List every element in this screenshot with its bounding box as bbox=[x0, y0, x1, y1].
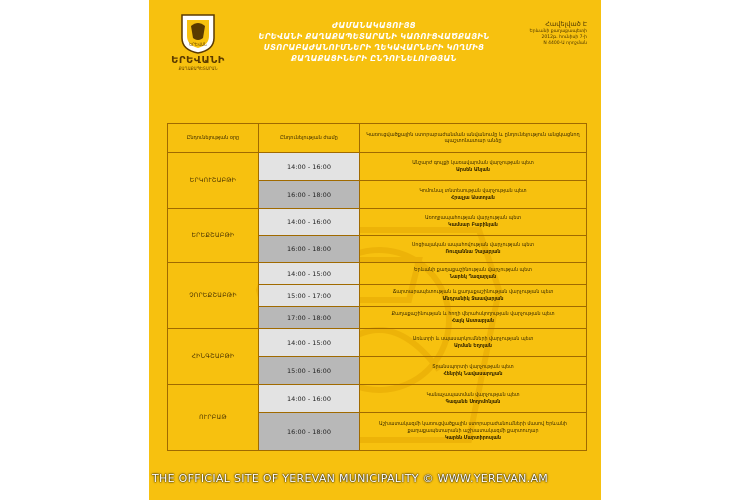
table-row bbox=[168, 329, 587, 357]
header-day: Ընդունելության օրը bbox=[168, 124, 259, 153]
office-title: Առևտրի և սպասարկումների վարչության պետ bbox=[412, 336, 534, 342]
office-cell bbox=[360, 385, 587, 413]
day-cell: ԵՐԿՈՒՇԱԲԹԻ bbox=[168, 153, 259, 209]
day-cell: ՈՒՐԲԱԹ bbox=[168, 385, 259, 451]
title-line: ՔԱՂԱՔԱՑԻՆԵՐԻ ԸՆԴՈՒՆԵԼՈՒԹՅԱՆ bbox=[291, 54, 457, 63]
time-cell: 14:00 - 15:00 bbox=[259, 329, 360, 357]
title-line: ԺԱՄԱՆԱԿԱՑՈՒՅՑ bbox=[332, 21, 416, 30]
office-title: Անշարժ գույքի կառավարման վարչության պետ bbox=[412, 160, 534, 166]
office-cell bbox=[360, 181, 587, 209]
office-cell bbox=[360, 413, 587, 451]
official-name: Արման Եղոյան bbox=[453, 343, 493, 349]
title-line: ՍՏՈՐԱԲԱԺԱՆՈՒՄՆԵՐԻ ՂԵԿԱՎԱՐՆԵՐԻ ԿՈՂՄԻՑ bbox=[263, 43, 485, 52]
time-cell: 16:00 - 18:00 bbox=[259, 236, 360, 263]
office-cell bbox=[360, 357, 587, 385]
office-title: Առողջապահության վարչության պետ bbox=[424, 216, 522, 221]
table-row bbox=[168, 263, 587, 285]
time-cell: 14:00 - 16:00 bbox=[259, 209, 360, 236]
schedule-poster bbox=[149, 0, 601, 500]
appendix-title: Հավելված Է bbox=[545, 20, 587, 28]
office-title: Քաղաքաշինության և հողի վերահսկողության վարչության պետ bbox=[391, 311, 555, 317]
official-name: Կարեն Մարտիրոսյան bbox=[444, 436, 502, 441]
office-title: Տրանսպորտի վարչության պետ bbox=[432, 364, 514, 370]
time-cell: 17:00 - 18:00 bbox=[259, 307, 360, 329]
coat-of-arms-icon bbox=[179, 12, 217, 54]
office-cell bbox=[360, 307, 587, 329]
logo-name: ԵՐԵՎԱՆԻ bbox=[171, 55, 225, 66]
time-cell: 14:00 - 16:00 bbox=[259, 385, 360, 413]
office-title: Աշխատակազմի կառուցվածքային ստորաբաժանումների մասով Երևանի քաղաքապետարանի աշխատակազմի քարտուղար bbox=[379, 422, 567, 434]
page-title bbox=[229, 20, 519, 64]
time-cell: 16:00 - 18:00 bbox=[259, 181, 360, 209]
header-office: Կառուցվածքային ստորաբաժանման անվանումը և ընդունելություն անցկացնող պաշտոնատար անձը bbox=[360, 124, 587, 153]
appendix-line: Երևանի քաղաքապետի bbox=[529, 29, 587, 34]
schedule-table bbox=[167, 123, 587, 451]
day-cell: ՉՈՐԵՔՇԱԲԹԻ bbox=[168, 263, 259, 329]
office-title: Ճարտարապետության և քաղաքաշինության վարչության պետ bbox=[392, 289, 554, 295]
appendix-line: 2012թ. հունիսի 7-ի bbox=[541, 35, 587, 40]
office-cell bbox=[360, 153, 587, 181]
official-name: Հենրիկ Նավասարդյան bbox=[443, 371, 503, 377]
time-cell: 15:00 - 16:00 bbox=[259, 357, 360, 385]
time-cell: 15:00 - 17:00 bbox=[259, 285, 360, 307]
official-name: Ռուզաննա Չալաբյան bbox=[445, 250, 501, 255]
time-cell: 14:00 - 15:00 bbox=[259, 263, 360, 285]
office-cell bbox=[360, 329, 587, 357]
official-name: Հրաչյա Աստոյան bbox=[451, 195, 495, 201]
official-name: Անդրանիկ Ջաավարյան bbox=[442, 296, 504, 302]
footer-watermark: THE OFFICIAL SITE OF YEREVAN MUNICIPALITY © WWW.YEREVAN.AM bbox=[152, 472, 549, 485]
official-name: Գագանե Սողոմոնյան bbox=[445, 399, 501, 405]
table-header-row bbox=[168, 124, 587, 153]
day-cell: ՀԻՆԳՇԱԲԹԻ bbox=[168, 329, 259, 385]
time-cell: 16:00 - 18:00 bbox=[259, 413, 360, 451]
official-name: Կամսար Բաբինյան bbox=[448, 223, 498, 228]
office-cell bbox=[360, 209, 587, 236]
table-row bbox=[168, 153, 587, 181]
logo-badge: ԵՐԵՎԱՆ bbox=[189, 42, 207, 47]
header-time: Ընդունելության ժամը bbox=[259, 124, 360, 153]
yerevan-logo bbox=[163, 12, 233, 71]
office-cell bbox=[360, 263, 587, 285]
official-name: Նարեկ Ղազարյան bbox=[449, 274, 497, 280]
official-name: Հայկ Աստաբյան bbox=[452, 318, 494, 324]
day-cell: ԵՐԵՔՇԱԲԹԻ bbox=[168, 209, 259, 263]
table-row bbox=[168, 385, 587, 413]
office-title: Կոմունալ տնտեսության վարչության պետ bbox=[419, 188, 527, 194]
appendix-note bbox=[507, 20, 587, 47]
office-title: Սոցիալական ապահովության վարչության պետ bbox=[411, 243, 535, 248]
office-title: Երևանի քաղաքաշինության վարչության պետ bbox=[414, 267, 532, 273]
title-line: ԵՐԵՎԱՆԻ ՔԱՂԱՔԱՊԵՏԱՐԱՆԻ ԿԱՌՈՒՑՎԱԾՔԱՅԻՆ bbox=[258, 32, 490, 41]
office-cell bbox=[360, 285, 587, 307]
appendix-line: N 4400-Ա որոշման bbox=[543, 41, 587, 46]
office-title: Կանաչապատման վարչության պետ bbox=[426, 392, 520, 398]
time-cell: 14:00 - 16:00 bbox=[259, 153, 360, 181]
logo-sub: ՔԱՂԱՔԱՊԵՏԱՐԱՆ bbox=[178, 66, 218, 71]
table-row bbox=[168, 209, 587, 236]
office-cell bbox=[360, 236, 587, 263]
official-name: Արսեն Անյան bbox=[456, 167, 490, 173]
